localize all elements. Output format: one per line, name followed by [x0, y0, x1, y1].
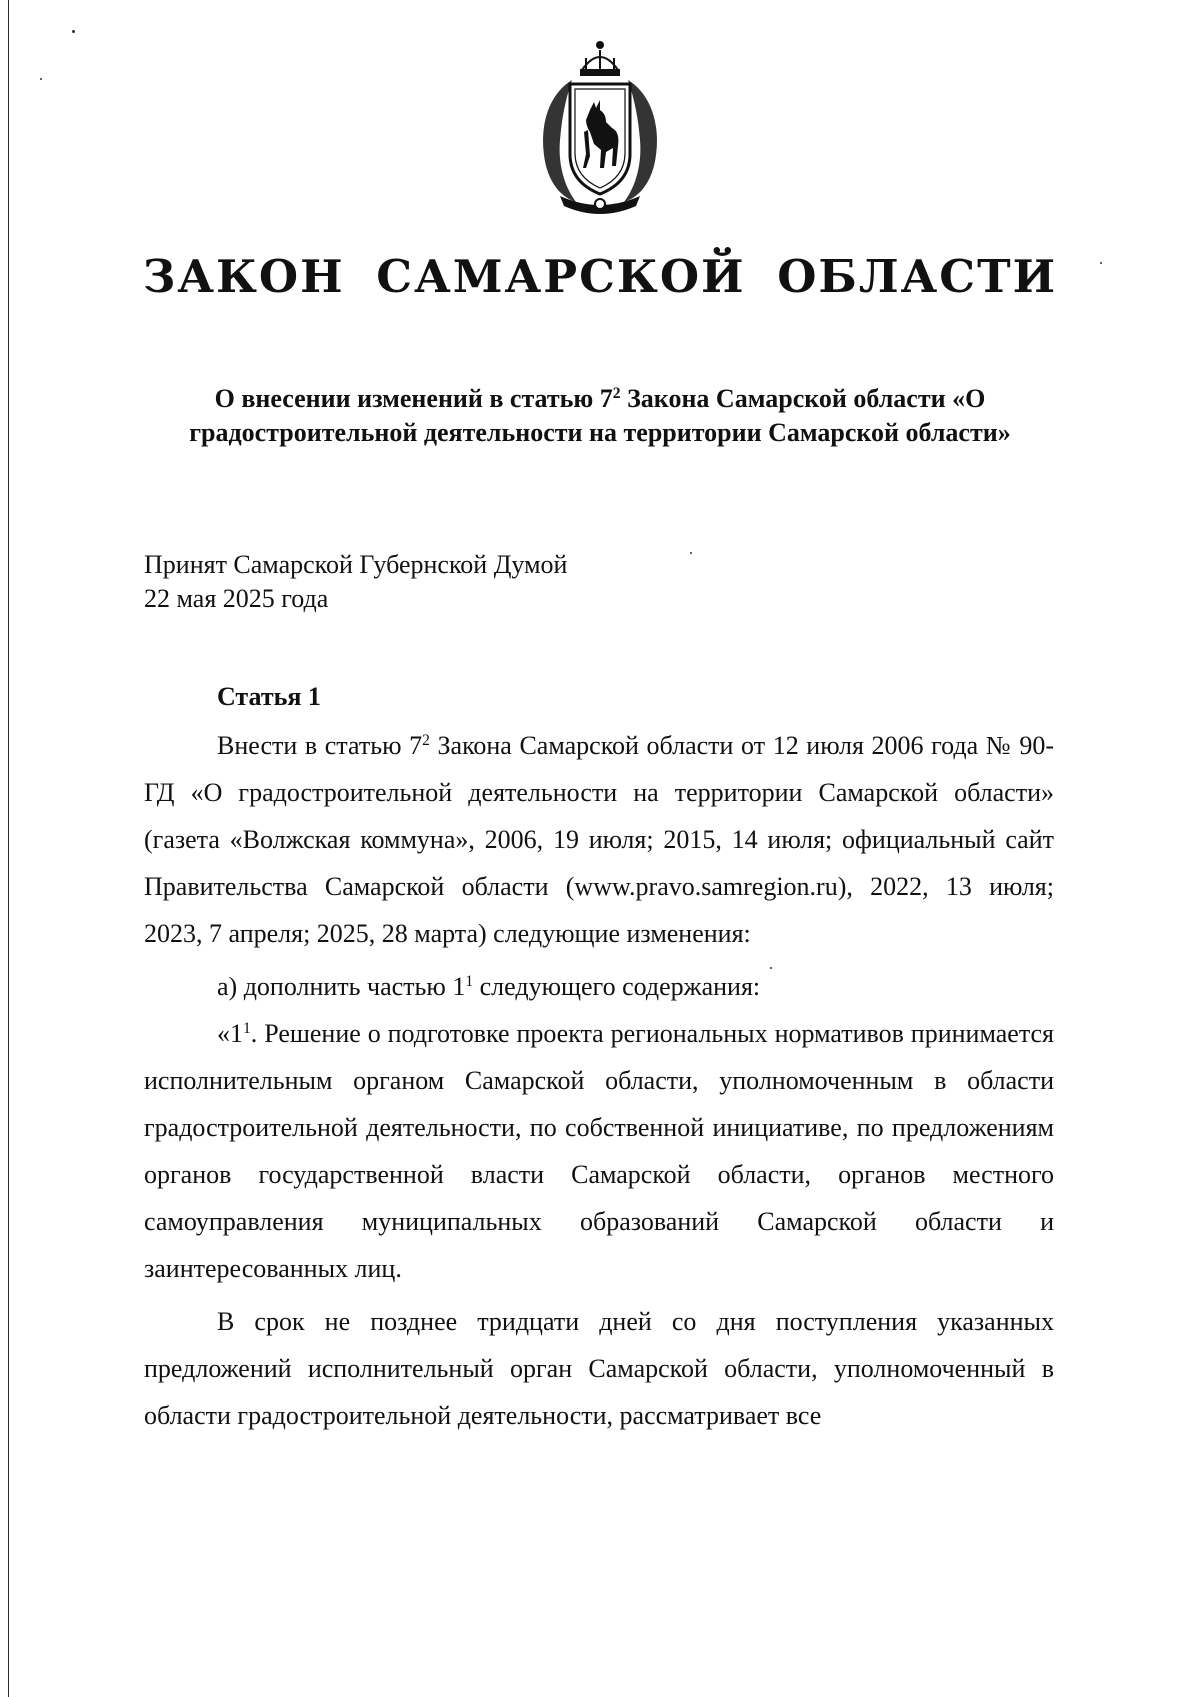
paragraph-text: . Решение о подготовке проекта региональных нормативов принимается исполнительным органом Самарской области, уполномоченным в области градостроительной деятельности, по собственной инициативе, по предложениям органов государственной власти Самарской области, органов местного самоуправления муниципальных образований Самарской области и заинтересованных лиц. — [144, 1019, 1054, 1283]
coat-of-arms-emblem — [520, 36, 680, 216]
subtitle-part2: Закона Самарской области «О градостроительной деятельности на территории Самарской области» — [189, 384, 1011, 447]
subtitle-superscript: 2 — [612, 385, 621, 403]
article-paragraph-1 — [144, 722, 1054, 957]
paragraph-superscript: 2 — [422, 732, 430, 750]
subtitle-part1: О внесении изменений в статью 7 — [214, 384, 613, 413]
scan-speck — [40, 78, 42, 80]
paragraph-text: «1 — [217, 1019, 243, 1048]
article-paragraph-3 — [144, 1010, 1054, 1292]
paragraph-text: следующего содержания: — [473, 972, 761, 1001]
scan-speck — [72, 30, 75, 33]
paragraph-superscript: 1 — [465, 973, 474, 991]
law-subtitle — [120, 382, 1080, 450]
law-title: ЗАКОН САМАРСКОЙ ОБЛАСТИ — [142, 250, 1058, 303]
adoption-date: 22 мая 2025 года — [144, 584, 329, 613]
paragraph-text: Закона Самарской области от 12 июля 2006 года № 90-ГД «О градостроительной деятельности на территории Самарской области» (газета «Волжская коммуна», 2006, 19 июля; 2015, 14 июля; официальный сайт Правительства Самарской области (www.pravo.samregion.ru), 2022, 13 июля; 2023, 7 апреля; 2025, 28 марта) следующие изменения: — [144, 731, 1054, 948]
article-paragraph-2 — [144, 963, 1054, 1010]
paragraph-text: а) дополнить частью 1 — [217, 972, 466, 1001]
article-paragraph-4: В срок не позднее тридцати дней со дня поступления указанных предложений исполнительный орган Самарской области, уполномоченный в области градостроительной деятельности, рассматривает все — [144, 1307, 1054, 1430]
paragraph-superscript: 1 — [243, 1020, 251, 1038]
article-heading: Статья 1 — [217, 682, 321, 711]
scan-speck — [690, 552, 692, 554]
article-body — [144, 722, 1054, 1445]
adoption-note — [144, 548, 567, 616]
paragraph-text: Внести в статью 7 — [217, 731, 423, 760]
adoption-body: Принят Самарской Губернской Думой — [144, 550, 568, 579]
